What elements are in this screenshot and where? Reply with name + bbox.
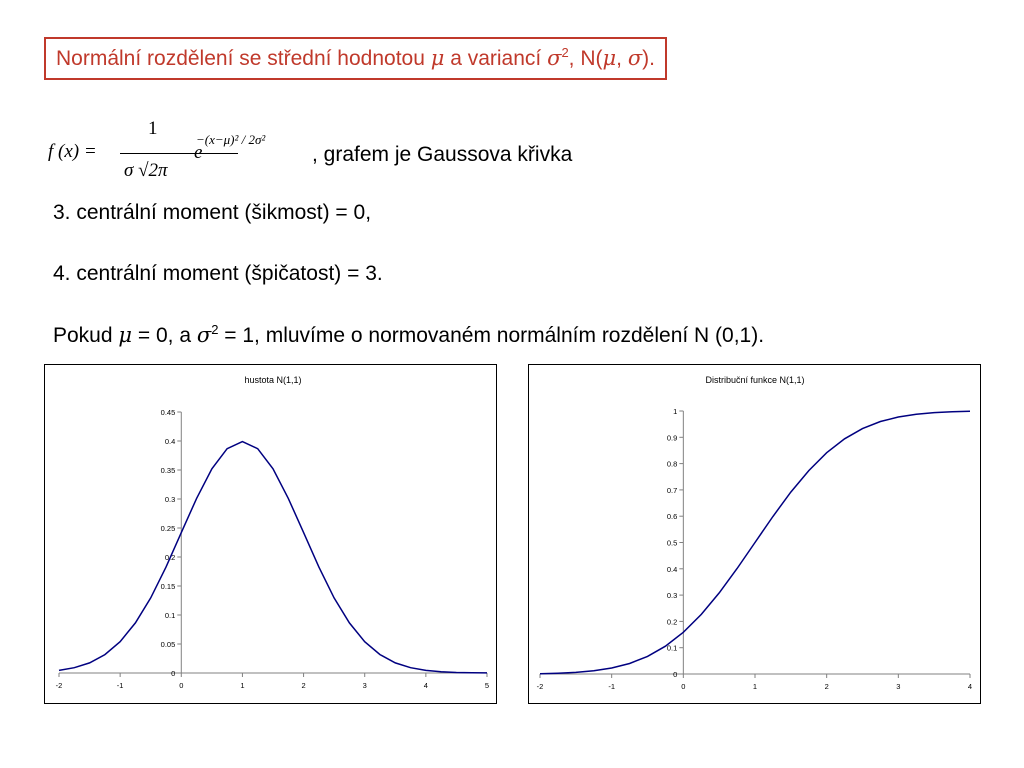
x-tick-label: 0 — [179, 681, 184, 690]
x-tick-label: 0 — [681, 682, 686, 691]
y-tick-label: 0.4 — [666, 564, 678, 574]
formula-caption: , grafem je Gaussova křivka — [312, 143, 573, 166]
y-tick-label: 0.3 — [164, 495, 176, 504]
density-curve — [59, 442, 487, 673]
formula-denominator: σ √2π — [124, 160, 168, 181]
y-tick-label: 0.7 — [666, 485, 678, 495]
standard-normal-text — [53, 322, 764, 348]
y-tick-label: 0.1 — [666, 643, 678, 653]
y-tick-label: 1 — [673, 407, 678, 416]
sigma-symbol-3: σ — [196, 323, 212, 347]
pokud-text: Pokud — [53, 324, 119, 347]
x-tick-label: -2 — [55, 681, 63, 690]
y-tick-label: 0.9 — [666, 433, 678, 443]
mu-symbol-2: μ — [602, 46, 617, 70]
y-tick-label: 0 — [171, 669, 176, 678]
x-tick-label: -1 — [608, 682, 616, 691]
y-tick-label: 0.8 — [666, 459, 678, 469]
title-text-2: a variancí — [444, 47, 548, 70]
formula-exponent: −(x−μ)² / 2σ² — [196, 132, 266, 147]
fourth-moment-text: 4. centrální moment (špičatost) = 3. — [53, 262, 383, 285]
third-moment-text: 3. centrální moment (šikmost) = 0, — [53, 201, 372, 224]
cdf-chart — [528, 364, 981, 704]
x-tick-label: 2 — [301, 681, 306, 690]
x-tick-label: -2 — [536, 682, 544, 691]
x-tick-label: 2 — [824, 682, 829, 691]
title-text-5: ). — [642, 47, 655, 70]
y-tick-label: 0.1 — [164, 611, 176, 620]
y-tick-label: 0.4 — [164, 437, 176, 446]
mu-symbol: μ — [430, 46, 445, 70]
square-exponent: 2 — [561, 45, 569, 60]
title-text-4: , — [616, 47, 628, 70]
x-tick-label: 1 — [240, 681, 245, 690]
x-tick-label: 1 — [752, 682, 758, 691]
y-tick-label: 0.5 — [666, 538, 678, 548]
formula-base: e — [194, 142, 203, 163]
y-tick-label: 0.35 — [160, 466, 176, 475]
density-formula — [48, 118, 308, 190]
square-exponent-2: 2 — [211, 322, 219, 337]
x-tick-label: 4 — [423, 681, 428, 690]
formula-lhs: f (x) = — [48, 141, 97, 162]
y-tick-label: 0.05 — [160, 640, 176, 649]
x-tick-label: -1 — [116, 681, 124, 690]
formula-numerator: 1 — [148, 118, 158, 139]
title-text-1: Normální rozdělení se střední hodnotou — [56, 47, 431, 70]
y-tick-label: 0.45 — [160, 408, 176, 417]
sigma-symbol-2: σ — [627, 46, 643, 70]
x-tick-label: 3 — [896, 682, 901, 691]
density-chart-svg — [45, 365, 496, 703]
y-tick-label: 0.3 — [666, 591, 678, 601]
fraction-bar — [120, 153, 238, 154]
y-tick-label: 0.15 — [160, 582, 176, 591]
title-text-3: , N( — [568, 47, 603, 70]
x-tick-label: 3 — [362, 681, 367, 690]
y-tick-label: 0 — [673, 670, 678, 679]
x-tick-label: 4 — [967, 682, 973, 691]
eq0-text: = 0, a — [132, 324, 197, 347]
y-tick-label: 0.2 — [666, 617, 678, 627]
x-tick-label: 5 — [484, 681, 490, 690]
sigma-symbol: σ — [547, 46, 562, 70]
rest-text: = 1, mluvíme o normovaném normálním rozdělení N (0,1). — [218, 324, 765, 347]
cdf-curve — [540, 411, 970, 673]
cdf-chart-svg — [529, 365, 980, 703]
y-tick-label: 0.6 — [666, 512, 678, 522]
slide-title — [44, 37, 667, 80]
density-chart — [44, 364, 497, 704]
chart-title: Distribuční funkce N(1,1) — [705, 375, 805, 385]
y-tick-label: 0.2 — [164, 553, 176, 562]
y-tick-label: 0.25 — [160, 524, 176, 533]
chart-title: hustota N(1,1) — [244, 375, 302, 385]
mu-symbol-3: μ — [118, 323, 133, 347]
